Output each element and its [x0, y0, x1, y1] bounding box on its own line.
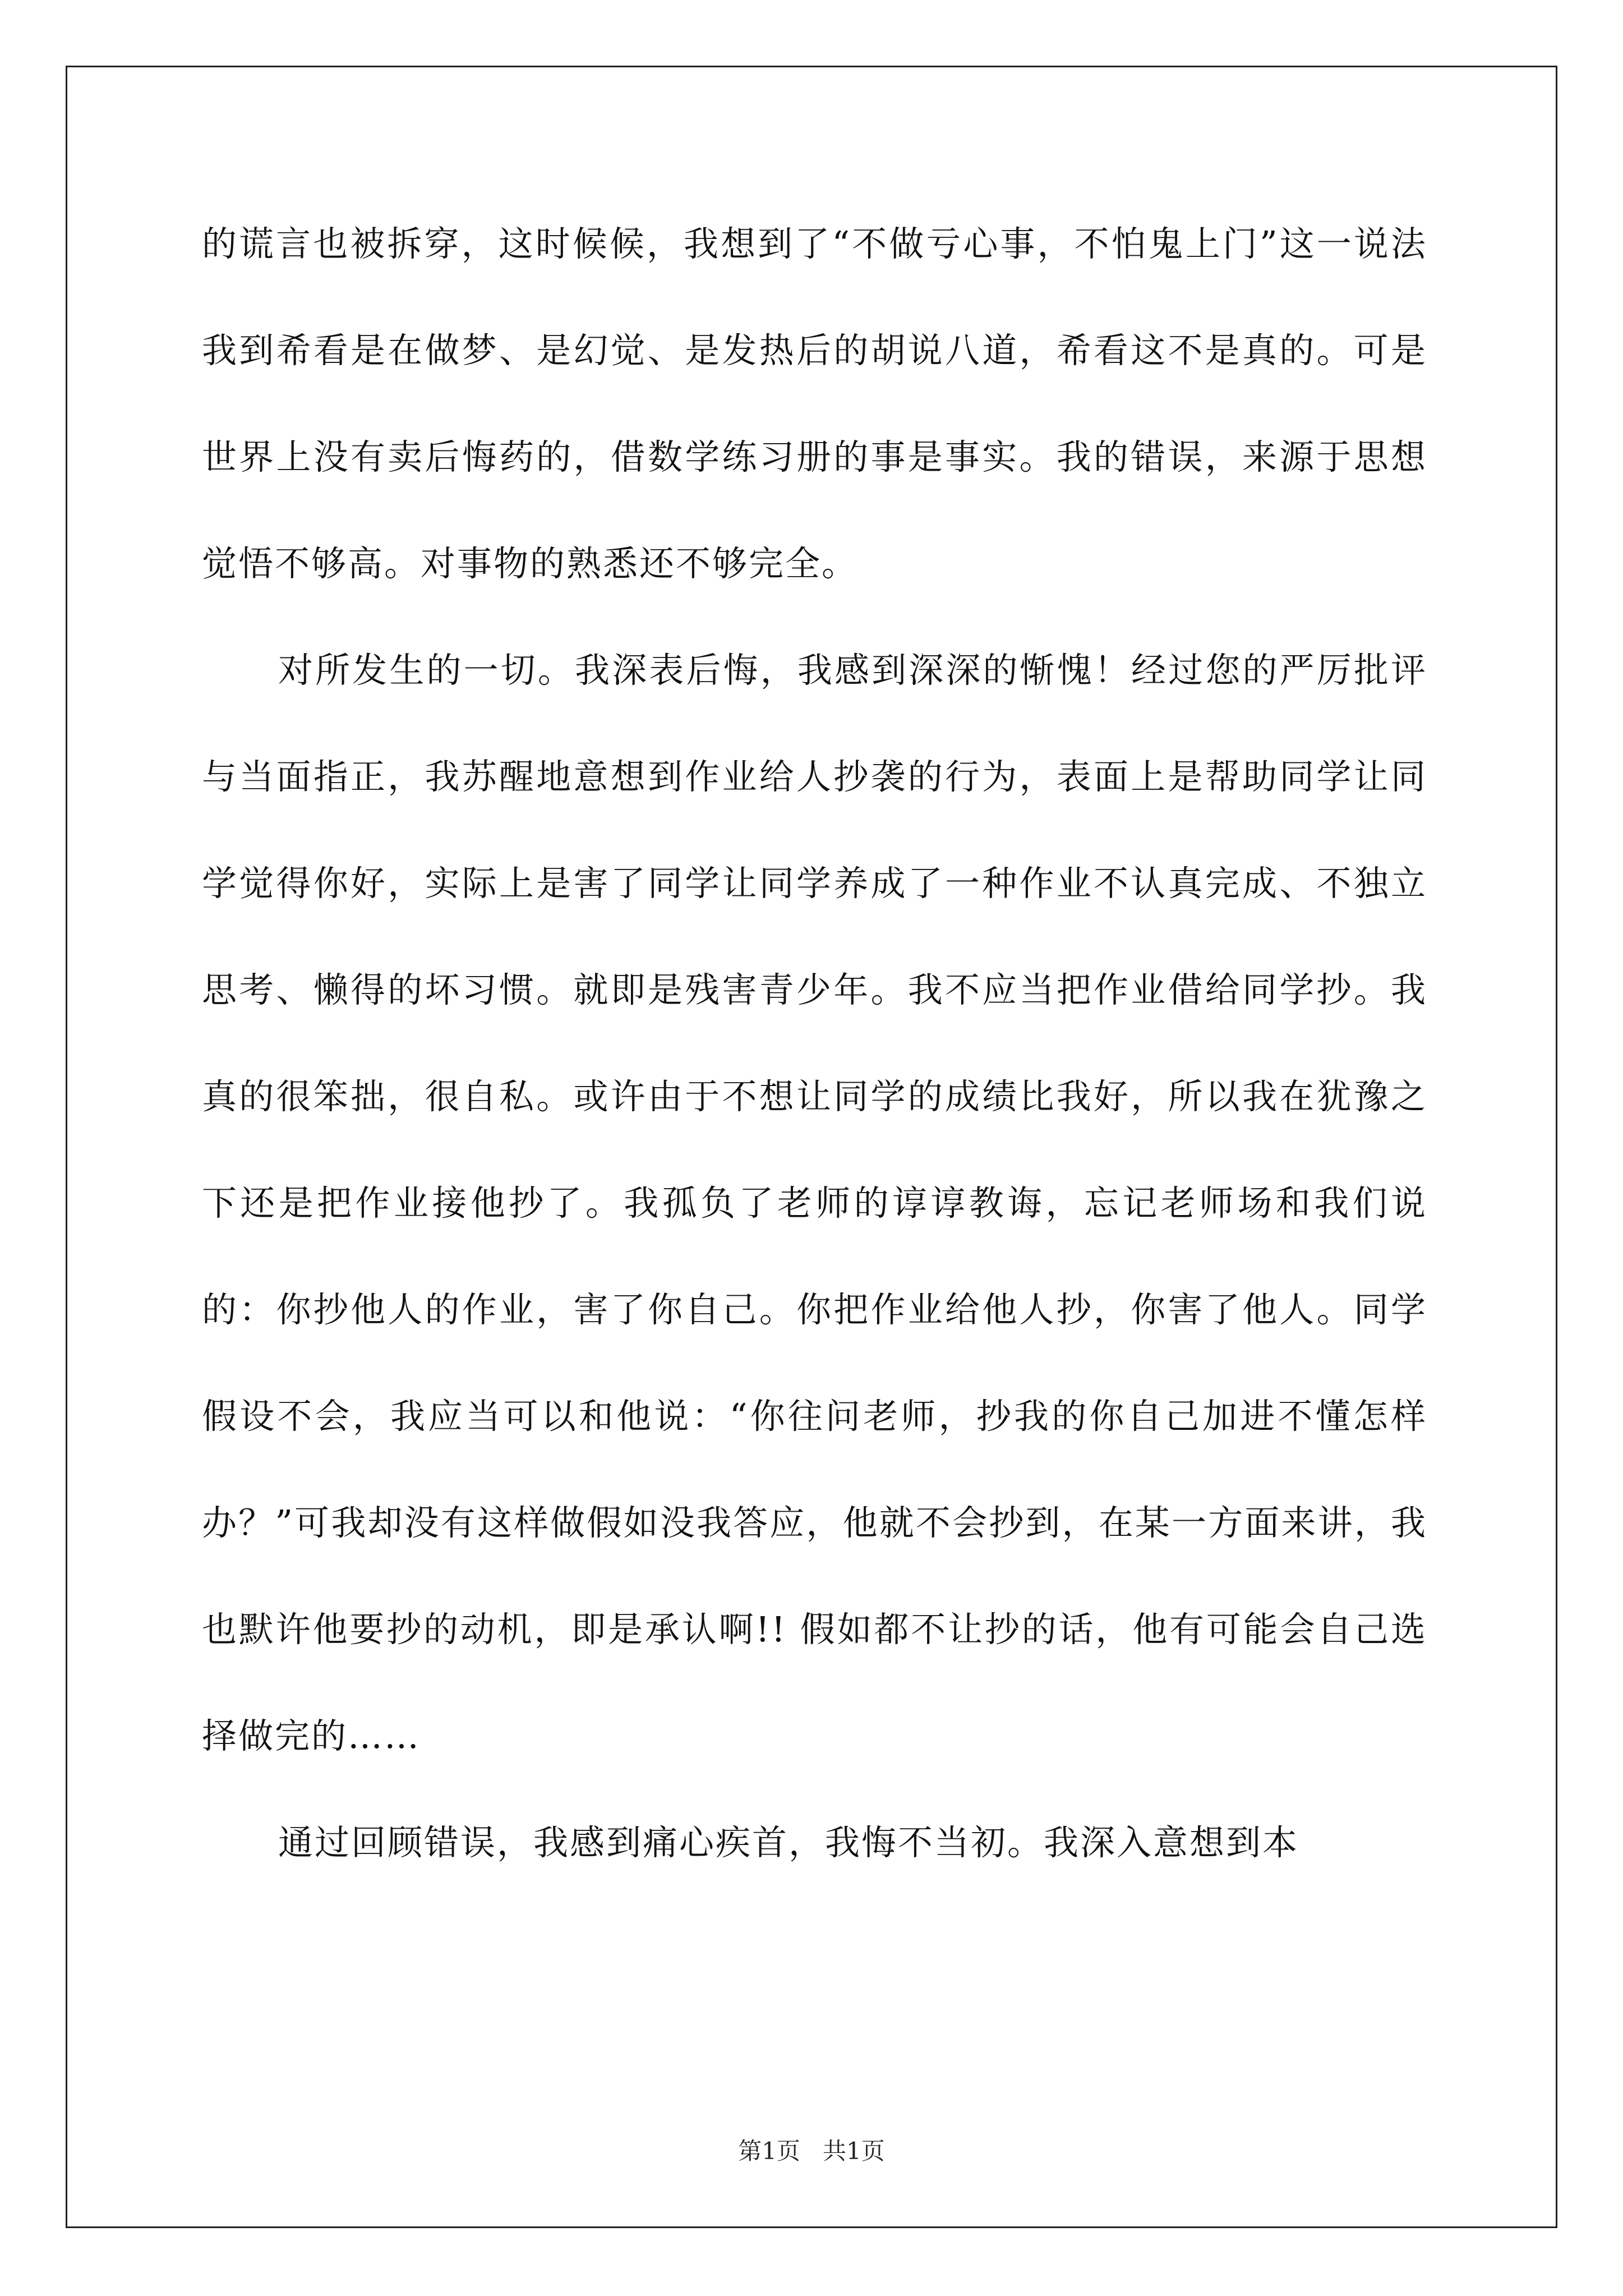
page-number: 第1页 — [738, 2137, 800, 2165]
page-total: 共1页 — [823, 2137, 885, 2165]
document-body — [202, 191, 1427, 1896]
paragraph-1: 的谎言也被拆穿，这时候候，我想到了“不做亏心事，不怕鬼上门”这一说法我到希看是在做梦、是幻觉、是发热后的胡说八道，希看这不是真的。可是世界上没有卖后悔药的，借数学练习册的事是事实。我的错误，来源于思想觉悟不够高。对事物的熟悉还不够完全。 — [202, 223, 1427, 584]
paragraph-3: 通过回顾错误，我感到痛心疾首，我悔不当初。我深入意想到本 — [278, 1822, 1299, 1863]
page-footer — [0, 2134, 1623, 2168]
paragraph-2: 对所发生的一切。我深表后悔，我感到深深的惭愧！经过您的严厉批评与当面指正，我苏醒地意想到作业给人抄袭的行为，表面上是帮助同学让同学觉得你好，实际上是害了同学让同学养成了一种作业不认真完成、不独立思考、懒得的坏习惯。就即是残害青少年。我不应当把作业借给同学抄。我真的很笨拙，很自私。或许由于不想让同学的成绩比我好，所以我在犹豫之下还是把作业接他抄了。我孤负了老师的谆谆教诲，忘记老师场和我们说的：你抄他人的作业，害了你自己。你把作业给他人抄，你害了他人。同学假设不会，我应当可以和他说：“你往问老师，抄我的你自己加进不懂怎样办？”可我却没有这样做假如没我答应，他就不会抄到，在某一方面来讲，我也默许他要抄的动机，即是承认啊!! 假如都不让抄的话，他有可能会自己选择做完的…… — [202, 650, 1427, 1756]
